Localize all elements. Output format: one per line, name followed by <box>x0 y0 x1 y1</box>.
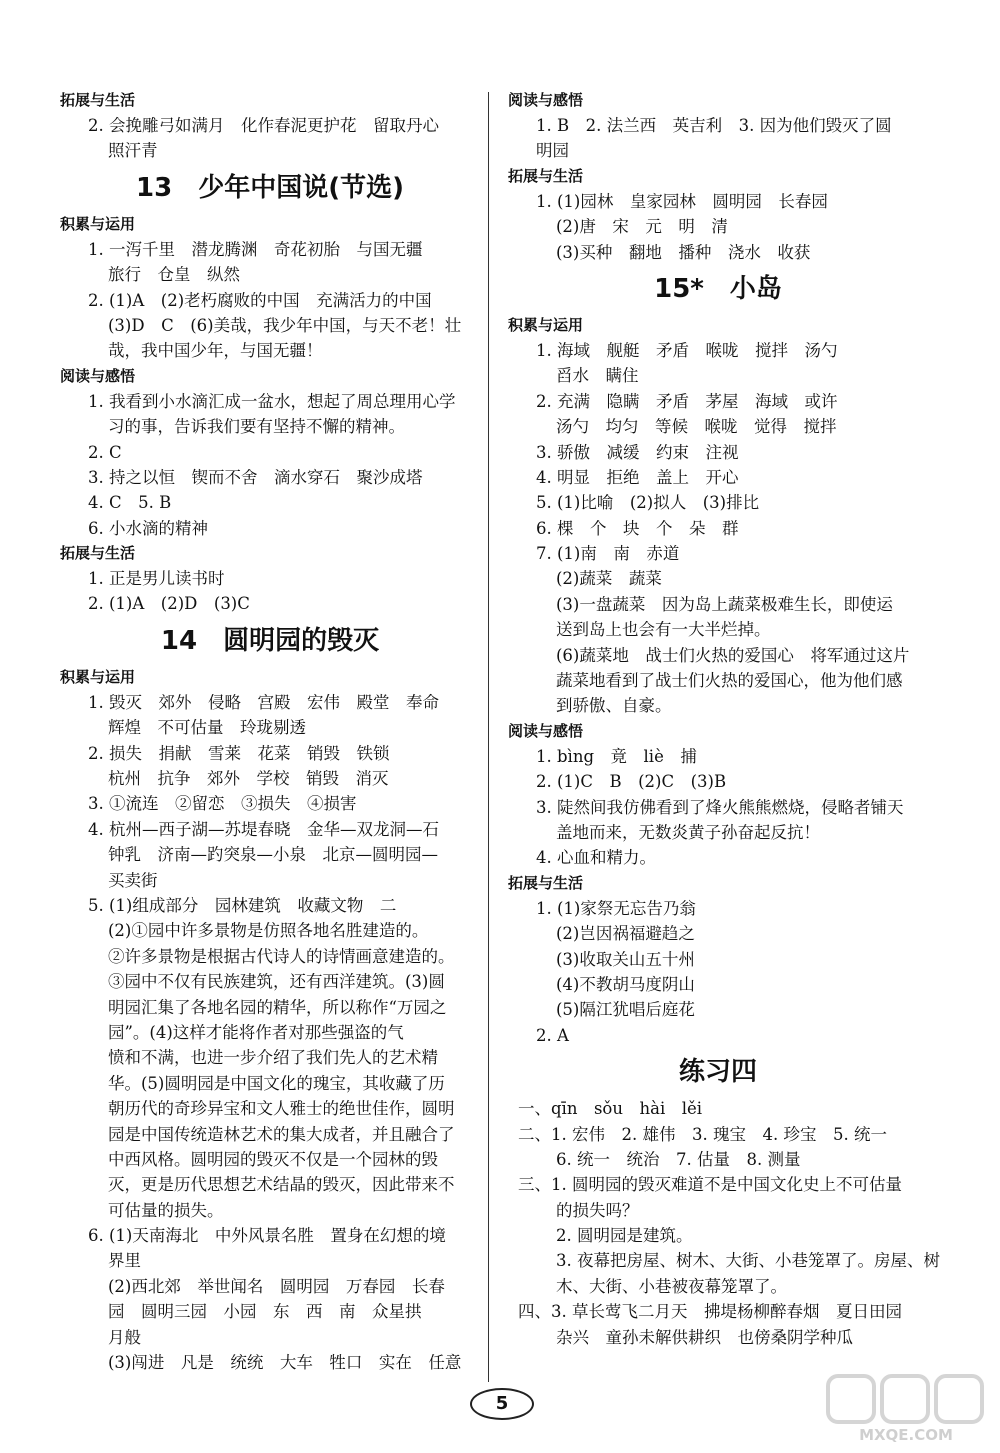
answer-line: 1. (1)园林 皇家园林 圆明园 长春园 <box>536 191 828 211</box>
answer-line: 辉煌 不可估量 玲珑剔透 <box>108 718 306 738</box>
answer-line: 习的事，告诉我们要有坚持不懈的精神。 <box>108 417 405 437</box>
answer-line: 舀水 瞒住 <box>556 366 639 386</box>
answer-line: 杭州 抗争 郊外 学校 销毁 消灭 <box>108 769 389 789</box>
answer-line: 3. 持之以恒 锲而不舍 滴水穿石 聚沙成塔 <box>88 467 423 487</box>
answer-line: (3)买种 翻地 播种 浇水 收获 <box>556 242 811 262</box>
answer-line: (2)岂因祸福避趋之 <box>556 924 695 944</box>
column-divider <box>488 92 489 1382</box>
answer-line: 2. 会挽雕弓如满月 化作春泥更护花 留取丹心 <box>88 116 439 135</box>
answer-line: 界里 <box>108 1251 141 1271</box>
answer-line: 中西风格。圆明园的毁灭不仅是一个园林的毁 <box>108 1149 438 1169</box>
answer-line: 愤和不满，也进一步介绍了我们先人的艺术精 <box>108 1048 438 1068</box>
answer-line: (2)西北郊 举世闻名 圆明园 万春园 长春 <box>108 1276 445 1296</box>
answer-line: 明园汇集了各地名园的精华，所以称作“万园之 <box>108 997 447 1017</box>
answer-line: (2)蔬菜 蔬菜 <box>556 569 662 589</box>
answer-line: 明园 <box>536 141 569 161</box>
answer-line: (3)D C (6)美哉，我少年中国，与天不老！壮 <box>108 315 462 335</box>
answer-line: (5)隔江犹唱后庭花 <box>556 1000 695 1020</box>
section-heading: 积累与运用 <box>508 315 584 334</box>
answer-line: 4. 杭州—西子湖—苏堤春晓 金华—双龙洞—石 <box>88 819 439 839</box>
answer-line: 杂兴 童孙未解供耕织 也傍桑阴学种瓜 <box>556 1327 853 1347</box>
answer-line: 2. (1)C B (2)C (3)B <box>536 772 727 792</box>
lesson-title: 练习四 <box>678 1057 757 1088</box>
section-heading: 拓展与生活 <box>508 873 584 892</box>
answer-line: 园 圆明三园 小园 东 西 南 众星拱 <box>108 1302 422 1322</box>
answer-line: 到骄傲、自豪。 <box>556 696 672 716</box>
section-heading: 阅读与感悟 <box>508 721 584 740</box>
answer-line: 2. (1)A (2)老朽腐败的中国 充满活力的中国 <box>88 290 432 310</box>
lesson-title: 14 圆明园的毁灭 <box>160 625 380 656</box>
answer-line: 蔬菜地看到了战士们火热的爱国心，他为他们感 <box>556 671 903 691</box>
watermark-text: MXQE.COM <box>859 1426 953 1444</box>
answer-line: 3. 陡然间我仿佛看到了烽火熊熊燃烧，侵略者铺天 <box>536 797 904 817</box>
answer-line: 木、大街、小巷被夜幕笼罩了。 <box>556 1276 787 1296</box>
page-number: 5 <box>470 1388 534 1420</box>
answer-line: 1. B 2. 法兰西 英吉利 3. 因为他们毁灭了圆 <box>536 116 892 135</box>
answer-line: 1. 海域 舰艇 矛盾 喉咙 搅拌 汤勺 <box>536 340 838 360</box>
answer-line: ②许多景物是根据古代诗人的诗情画意建造的。 <box>108 946 455 966</box>
answer-line: 送到岛上也会有一大半烂掉。 <box>556 620 771 640</box>
answer-line: 5. (1)组成部分 园林建筑 收藏文物 二 <box>88 895 397 915</box>
watermark-logo-icon <box>822 1372 990 1428</box>
answer-line: 6. 统一 统治 7. 估量 8. 测量 <box>556 1149 801 1169</box>
answer-line: 2. A <box>536 1025 569 1045</box>
answer-line: 6. 小水滴的精神 <box>88 518 208 538</box>
answer-line: 可估量的损失。 <box>108 1200 224 1220</box>
watermark-logo <box>822 1372 990 1444</box>
answer-line: 4. 明显 拒绝 盖上 开心 <box>536 467 739 487</box>
answer-line: 2. C <box>88 442 122 462</box>
answer-line: 1. (1)家祭无忘告乃翁 <box>536 898 696 918</box>
section-heading: 拓展与生活 <box>60 544 136 563</box>
answer-line: 一、qīn sǒu hài lěi <box>518 1099 703 1119</box>
answer-line: 三、1. 圆明园的毁灭难道不是中国文化史上不可估量 <box>518 1175 902 1195</box>
answer-line: 7. (1)南 南 赤道 <box>536 544 680 564</box>
answer-line: 朝历代的奇珍异宝和文人雅士的绝世佳作，圆明 <box>108 1099 455 1119</box>
answer-line: 华。(5)圆明园是中国文化的瑰宝，其收藏了历 <box>108 1073 445 1093</box>
answer-line: 照汗青 <box>108 141 158 161</box>
section-heading: 阅读与感悟 <box>508 91 584 109</box>
answer-line: 汤勺 均匀 等候 喉咙 觉得 搅拌 <box>556 417 837 437</box>
answer-line: (4)不教胡马度阴山 <box>556 974 695 994</box>
answer-line: 四、3. 草长莺飞二月天 拂堤杨柳醉春烟 夏日田园 <box>518 1302 902 1322</box>
answer-line: 1. 一泻千里 潜龙腾渊 奇花初胎 与国无疆 <box>88 239 423 259</box>
answer-line: 买卖街 <box>108 870 158 890</box>
answer-line: ③园中不仅有民族建筑，还有西洋建筑。(3)圆 <box>108 972 445 992</box>
section-heading: 拓展与生活 <box>508 166 584 185</box>
answer-line: 园”。(4)这样才能将作者对那些强盗的气 <box>108 1022 404 1042</box>
answer-line: 月般 <box>108 1327 141 1347</box>
answer-line: 的损失吗？ <box>556 1200 639 1220</box>
answer-line: 1. 正是男儿读书时 <box>88 569 225 589</box>
answer-line: (3)一盘蔬菜 因为岛上蔬菜极难生长，即使运 <box>556 594 893 614</box>
answer-line: 2. 圆明园是建筑。 <box>556 1226 693 1246</box>
answer-line: 1. 毁灭 郊外 侵略 宫殿 宏伟 殿堂 奉命 <box>88 692 439 712</box>
answer-line: 旅行 仓皇 纵然 <box>108 265 240 285</box>
answer-line: 6. (1)天南海北 中外风景名胜 置身在幻想的境 <box>88 1226 446 1246</box>
lesson-title: 13 少年中国说(节选) <box>136 172 404 203</box>
answer-line: 2. (1)A (2)D (3)C <box>88 594 250 614</box>
left-column <box>60 88 480 1375</box>
answer-line: 3. 骄傲 减缓 约束 注视 <box>536 442 739 462</box>
section-heading: 拓展与生活 <box>60 91 136 109</box>
answer-line: 6. 棵 个 块 个 朵 群 <box>536 518 739 538</box>
section-heading: 阅读与感悟 <box>60 366 136 385</box>
answer-line: 钟乳 济南—趵突泉—小泉 北京—圆明园— <box>108 845 438 865</box>
answer-line: 5. (1)比喻 (2)拟人 (3)排比 <box>536 493 760 513</box>
right-column <box>508 88 940 1350</box>
answer-line: (3)闯进 凡是 统统 大车 牲口 实在 任意 <box>108 1353 462 1373</box>
answer-line: 1. bìng 竟 liè 捕 <box>536 746 697 766</box>
answer-line: 3. 夜幕把房屋、树木、大街、小巷笼罩了。房屋、树 <box>556 1251 940 1271</box>
lesson-title: 15* 小岛 <box>654 273 782 304</box>
answer-line: 盖地而来，无数炎黄子孙奋起反抗！ <box>556 822 820 842</box>
section-heading: 积累与运用 <box>60 667 136 686</box>
answer-line: 哉，我中国少年，与国无疆！ <box>108 341 323 361</box>
answer-line: (6)蔬菜地 战士们火热的爱国心 将军通过这片 <box>556 645 910 665</box>
answer-line: (3)收取关山五十州 <box>556 949 695 969</box>
answer-line: 3. ①流连 ②留恋 ③损失 ④损害 <box>88 794 357 814</box>
answer-line: 4. 心血和精力。 <box>536 848 656 868</box>
answer-line: 灭，更是历代思想艺术结晶的毁灭，因此带来不 <box>108 1175 455 1195</box>
answer-line: 2. 损失 捐献 雪莱 花菜 销毁 铁锁 <box>88 743 390 763</box>
answer-line: 4. C 5. B <box>88 493 172 513</box>
answer-line: 园是中国传统造林艺术的集大成者，并且融合了 <box>108 1124 455 1144</box>
answer-line: 2. 充满 隐瞒 矛盾 茅屋 海域 或许 <box>536 391 838 411</box>
answer-line: (2)①园中许多景物是仿照各地名胜建造的。 <box>108 921 429 941</box>
section-heading: 积累与运用 <box>60 214 136 233</box>
answer-line: 1. 我看到小水滴汇成一盆水，想起了周总理用心学 <box>88 391 456 411</box>
answer-line: 二、1. 宏伟 2. 雄伟 3. 瑰宝 4. 珍宝 5. 统一 <box>518 1124 887 1144</box>
answer-line: (2)唐 宋 元 明 清 <box>556 217 728 237</box>
